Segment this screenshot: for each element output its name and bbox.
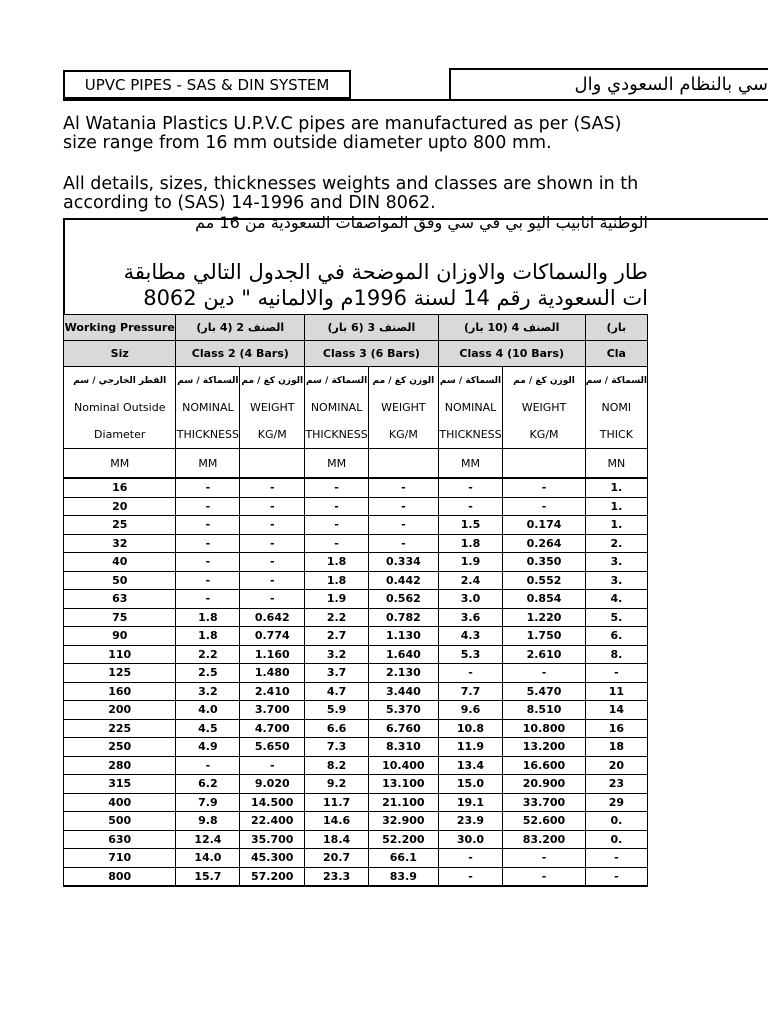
class-3-thickness-cell: 4.7 [305,682,369,701]
class-2-thickness-cell: 14.0 [176,849,240,868]
class-4-header: Class 4 (10 Bars) [438,341,585,367]
unit-mm: MM [176,449,240,479]
class-4-thickness-cell: - [438,849,503,868]
table-row [64,590,648,609]
en-label-weight: WEIGHT [240,394,305,421]
en-label-kgm: KG/M [240,421,305,449]
class-2-weight-cell: 1.160 [240,645,305,664]
class-4-weight-cell: 0.552 [503,571,585,590]
class-4-weight-cell: 0.854 [503,590,585,609]
class-4-weight-cell: 13.200 [503,738,585,757]
class-2-weight-cell: 45.300 [240,849,305,868]
class-3-weight-cell: 0.782 [369,608,439,627]
class-4-thickness-cell: 11.9 [438,738,503,757]
class-5-thickness-cell: 18 [585,738,647,757]
class-4-thickness-cell: 10.8 [438,719,503,738]
class-3-weight-cell: 10.400 [369,756,439,775]
class-2-thickness-cell: - [176,553,240,572]
class-5-header: Cla [585,341,647,367]
class-2-weight-cell: 22.400 [240,812,305,831]
class-4-thickness-cell: 5.3 [438,645,503,664]
outside-diameter-cell: 75 [64,608,176,627]
en-label-nominal: NOMINAL [305,394,369,421]
class-2-thickness-cell: 3.2 [176,682,240,701]
class-3-thickness-cell: 23.3 [305,867,369,886]
table-row [64,756,648,775]
class-2-thickness-cell: 4.5 [176,719,240,738]
unit-mm: MM [438,449,503,479]
class-4-weight-cell: 0.174 [503,516,585,535]
class-3-thickness-cell: 1.9 [305,590,369,609]
class-5-arabic-header: (بار [585,315,647,341]
class-2-header: Class 2 (4 Bars) [176,341,305,367]
class-4-thickness-cell: 7.7 [438,682,503,701]
class-3-weight-cell: 13.100 [369,775,439,794]
class-5-thickness-cell: 0. [585,830,647,849]
class-3-thickness-cell: - [305,534,369,553]
class-2-thickness-cell: - [176,756,240,775]
class-2-thickness-cell: 7.9 [176,793,240,812]
class-5-thickness-cell: 3. [585,571,647,590]
ar-label-thickness: السماكة / سم [438,367,503,395]
class-2-thickness-cell: - [176,571,240,590]
class-3-thickness-cell: 5.9 [305,701,369,720]
class-2-weight-cell: 35.700 [240,830,305,849]
class-5-thickness-cell: - [585,664,647,683]
class-3-weight-cell: - [369,534,439,553]
class-3-weight-cell: 3.440 [369,682,439,701]
en-label-nominal: NOMINAL [438,394,503,421]
class-5-thickness-cell: - [585,867,647,886]
class-2-weight-cell: 0.642 [240,608,305,627]
outside-diameter-cell: 500 [64,812,176,831]
class-4-thickness-cell: - [438,497,503,516]
class-4-arabic-header: الصنف 4 (10 بار) [438,315,585,341]
working-pressure-label: Working Pressure [64,315,176,341]
class-3-weight-cell: 8.310 [369,738,439,757]
outside-diameter-cell: 50 [64,571,176,590]
intro-line-4: according to (SAS) 14-1996 and DIN 8062. [63,193,436,213]
class-4-weight-cell: 20.900 [503,775,585,794]
unit-mm: MM [64,449,176,479]
ar-label-weight: الوزن كغ / مم [369,367,439,395]
ar-label-thickness: السماكة / سم [305,367,369,395]
outside-diameter-cell: 40 [64,553,176,572]
class-5-thickness-cell: 14 [585,701,647,720]
outside-diameter-cell: 125 [64,664,176,683]
class-2-weight-cell: 14.500 [240,793,305,812]
class-4-weight-cell: 16.600 [503,756,585,775]
class-5-thickness-cell: 11 [585,682,647,701]
en-label-weight: WEIGHT [503,394,585,421]
class-4-thickness-cell: - [438,664,503,683]
class-4-thickness-cell: 2.4 [438,571,503,590]
class-3-weight-cell: 52.200 [369,830,439,849]
class-2-thickness-cell: 9.8 [176,812,240,831]
class-3-thickness-cell: 18.4 [305,830,369,849]
outside-diameter-cell: 16 [64,478,176,497]
class-5-thickness-cell: 1. [585,478,647,497]
class-2-thickness-cell: - [176,534,240,553]
class-2-thickness-cell: - [176,516,240,535]
class-2-arabic-header: الصنف 2 (4 بار) [176,315,305,341]
class-4-weight-cell: 5.470 [503,682,585,701]
class-2-weight-cell: 4.700 [240,719,305,738]
class-3-thickness-cell: - [305,478,369,497]
class-5-thickness-cell: 5. [585,608,647,627]
class-5-thickness-cell: 1. [585,497,647,516]
class-4-thickness-cell: 3.6 [438,608,503,627]
class-3-weight-cell: 0.562 [369,590,439,609]
class-header-row [64,341,648,367]
intro-line-1: Al Watania Plastics U.P.V.C pipes are manufactured as per (SAS) [63,115,622,134]
table-row [64,793,648,812]
pressure-header-row [64,315,648,341]
arabic-label-row [64,367,648,395]
class-4-weight-cell: 0.264 [503,534,585,553]
class-4-weight-cell: 8.510 [503,701,585,720]
class-2-weight-cell: - [240,516,305,535]
class-3-weight-cell: - [369,516,439,535]
ar-label-diameter: القطر الخارجي / سم [64,367,176,395]
class-2-thickness-cell: 2.5 [176,664,240,683]
class-3-weight-cell: 2.130 [369,664,439,683]
size-label: Siz [64,341,176,367]
class-4-weight-cell: 1.220 [503,608,585,627]
class-2-thickness-cell: 4.9 [176,738,240,757]
class-3-weight-cell: 1.130 [369,627,439,646]
class-3-weight-cell: 32.900 [369,812,439,831]
ar-label-weight: الوزن كغ / مم [503,367,585,395]
title-english: UPVC PIPES - SAS & DIN SYSTEM [63,70,351,99]
class-4-weight-cell: 52.600 [503,812,585,831]
table-row [64,812,648,831]
class-5-thickness-cell: 23 [585,775,647,794]
arabic-line-2: طار والسماكات والاوزان الموضحة في الجدول التالي مطابقة [123,260,648,284]
outside-diameter-cell: 280 [64,756,176,775]
class-3-weight-cell: 0.442 [369,571,439,590]
table-row [64,775,648,794]
class-2-weight-cell: - [240,534,305,553]
class-4-thickness-cell: 1.5 [438,516,503,535]
class-3-weight-cell: 66.1 [369,849,439,868]
class-3-thickness-cell: 7.3 [305,738,369,757]
ar-label-thickness: السماكة / سم [585,367,647,395]
class-2-weight-cell: 0.774 [240,627,305,646]
class-2-thickness-cell: 2.2 [176,645,240,664]
class-4-thickness-cell: 23.9 [438,812,503,831]
unit-row [64,449,648,479]
class-4-thickness-cell: 15.0 [438,775,503,794]
class-5-thickness-cell: 0. [585,812,647,831]
class-2-weight-cell: 9.020 [240,775,305,794]
class-5-thickness-cell: 3. [585,553,647,572]
class-5-thickness-cell: 20 [585,756,647,775]
class-2-thickness-cell: 6.2 [176,775,240,794]
table-row [64,867,648,886]
outside-diameter-cell: 20 [64,497,176,516]
class-4-thickness-cell: 30.0 [438,830,503,849]
outside-diameter-cell: 25 [64,516,176,535]
class-2-weight-cell: - [240,478,305,497]
class-5-thickness-cell: 16 [585,719,647,738]
table-row [64,701,648,720]
table-row [64,849,648,868]
class-2-thickness-cell: 1.8 [176,627,240,646]
intro-line-3: All details, sizes, thicknesses weights and classes are shown in th [63,175,639,194]
en-label-thickness: THICKNESS [305,421,369,449]
class-4-weight-cell: - [503,478,585,497]
class-2-weight-cell: - [240,590,305,609]
class-3-arabic-header: الصنف 3 (6 بار) [305,315,439,341]
outside-diameter-cell: 400 [64,793,176,812]
class-3-thickness-cell: - [305,497,369,516]
unit-empty [369,449,439,479]
outside-diameter-cell: 32 [64,534,176,553]
class-2-weight-cell: 57.200 [240,867,305,886]
outside-diameter-cell: 250 [64,738,176,757]
title-arabic: سي بالنظام السعودي وال [449,68,768,100]
class-4-thickness-cell: - [438,867,503,886]
en-label-thickness: THICK [585,421,647,449]
class-3-weight-cell: 6.760 [369,719,439,738]
class-2-weight-cell: - [240,571,305,590]
class-4-thickness-cell: 1.9 [438,553,503,572]
class-3-thickness-cell: 9.2 [305,775,369,794]
class-3-thickness-cell: 1.8 [305,553,369,572]
unit-mm: MN [585,449,647,479]
table-row [64,534,648,553]
class-4-thickness-cell: 19.1 [438,793,503,812]
table-row [64,830,648,849]
outside-diameter-cell: 225 [64,719,176,738]
class-3-thickness-cell: 11.7 [305,793,369,812]
ar-label-thickness: السماكة / سم [176,367,240,395]
en-label-weight: WEIGHT [369,394,439,421]
table-row [64,478,648,497]
class-3-thickness-cell: 6.6 [305,719,369,738]
table-row [64,645,648,664]
outside-diameter-cell: 110 [64,645,176,664]
class-4-weight-cell: 33.700 [503,793,585,812]
arabic-line-3: ات السعودية رقم 14 لسنة 1996م والالمانيه " دين 8062 [143,286,648,310]
pipe-spec-table [63,314,648,887]
outside-diameter-cell: 630 [64,830,176,849]
class-3-thickness-cell: 2.2 [305,608,369,627]
class-4-weight-cell: 83.200 [503,830,585,849]
en-label-nominal-outside: Nominal Outside [64,394,176,421]
table-row [64,719,648,738]
class-5-thickness-cell: 2. [585,534,647,553]
class-2-weight-cell: - [240,497,305,516]
class-5-thickness-cell: 8. [585,645,647,664]
class-2-thickness-cell: 1.8 [176,608,240,627]
outside-diameter-cell: 160 [64,682,176,701]
class-5-thickness-cell: 29 [585,793,647,812]
class-2-weight-cell: 2.410 [240,682,305,701]
class-4-weight-cell: - [503,497,585,516]
class-3-thickness-cell: 8.2 [305,756,369,775]
class-3-weight-cell: 83.9 [369,867,439,886]
class-2-thickness-cell: - [176,478,240,497]
class-2-weight-cell: 3.700 [240,701,305,720]
english-label-row-1 [64,394,648,421]
table-row [64,516,648,535]
class-5-thickness-cell: - [585,849,647,868]
table-row [64,738,648,757]
class-5-thickness-cell: 1. [585,516,647,535]
english-label-row-2 [64,421,648,449]
class-3-thickness-cell: 20.7 [305,849,369,868]
class-4-thickness-cell: 13.4 [438,756,503,775]
table-row [64,497,648,516]
unit-empty [240,449,305,479]
outside-diameter-cell: 200 [64,701,176,720]
en-label-nominal: NOMINAL [176,394,240,421]
en-label-kgm: KG/M [369,421,439,449]
table-body [64,478,648,886]
class-3-header: Class 3 (6 Bars) [305,341,439,367]
en-label-kgm: KG/M [503,421,585,449]
class-4-weight-cell: - [503,867,585,886]
arabic-line-1: الوطنية انابيب اليو بي في سي وفق المواصفات السعودية من 16 مم [195,216,648,232]
class-3-weight-cell: 5.370 [369,701,439,720]
class-4-thickness-cell: 9.6 [438,701,503,720]
class-3-weight-cell: - [369,497,439,516]
en-label-thickness: THICKNESS [438,421,503,449]
table-row [64,553,648,572]
table-row [64,571,648,590]
class-2-thickness-cell: - [176,590,240,609]
class-4-weight-cell: 0.350 [503,553,585,572]
intro-line-2: size range from 16 mm outside diameter upto 800 mm. [63,133,552,153]
class-4-thickness-cell: - [438,478,503,497]
en-label-nominal: NOMI [585,394,647,421]
class-4-weight-cell: - [503,664,585,683]
class-5-thickness-cell: 4. [585,590,647,609]
class-4-weight-cell: 1.750 [503,627,585,646]
class-3-thickness-cell: 2.7 [305,627,369,646]
en-label-diameter: Diameter [64,421,176,449]
class-3-thickness-cell: 14.6 [305,812,369,831]
table-row [64,627,648,646]
ar-label-weight: الوزن كغ / مم [240,367,305,395]
unit-mm: MM [305,449,369,479]
class-3-weight-cell: - [369,478,439,497]
class-4-weight-cell: 2.610 [503,645,585,664]
class-2-thickness-cell: 15.7 [176,867,240,886]
class-2-thickness-cell: - [176,497,240,516]
class-3-weight-cell: 0.334 [369,553,439,572]
outside-diameter-cell: 63 [64,590,176,609]
table-row [64,664,648,683]
class-4-thickness-cell: 3.0 [438,590,503,609]
table-row [64,608,648,627]
outside-diameter-cell: 800 [64,867,176,886]
unit-empty [503,449,585,479]
class-3-weight-cell: 1.640 [369,645,439,664]
class-2-weight-cell: - [240,553,305,572]
class-5-thickness-cell: 6. [585,627,647,646]
class-4-weight-cell: 10.800 [503,719,585,738]
class-3-weight-cell: 21.100 [369,793,439,812]
class-2-weight-cell: - [240,756,305,775]
class-4-thickness-cell: 1.8 [438,534,503,553]
class-3-thickness-cell: 3.7 [305,664,369,683]
outside-diameter-cell: 710 [64,849,176,868]
en-label-thickness: THICKNESS [176,421,240,449]
table-row [64,682,648,701]
class-2-weight-cell: 5.650 [240,738,305,757]
class-4-weight-cell: - [503,849,585,868]
class-2-weight-cell: 1.480 [240,664,305,683]
outside-diameter-cell: 90 [64,627,176,646]
class-3-thickness-cell: 1.8 [305,571,369,590]
class-3-thickness-cell: 3.2 [305,645,369,664]
class-4-thickness-cell: 4.3 [438,627,503,646]
class-2-thickness-cell: 12.4 [176,830,240,849]
outside-diameter-cell: 315 [64,775,176,794]
class-2-thickness-cell: 4.0 [176,701,240,720]
class-3-thickness-cell: - [305,516,369,535]
